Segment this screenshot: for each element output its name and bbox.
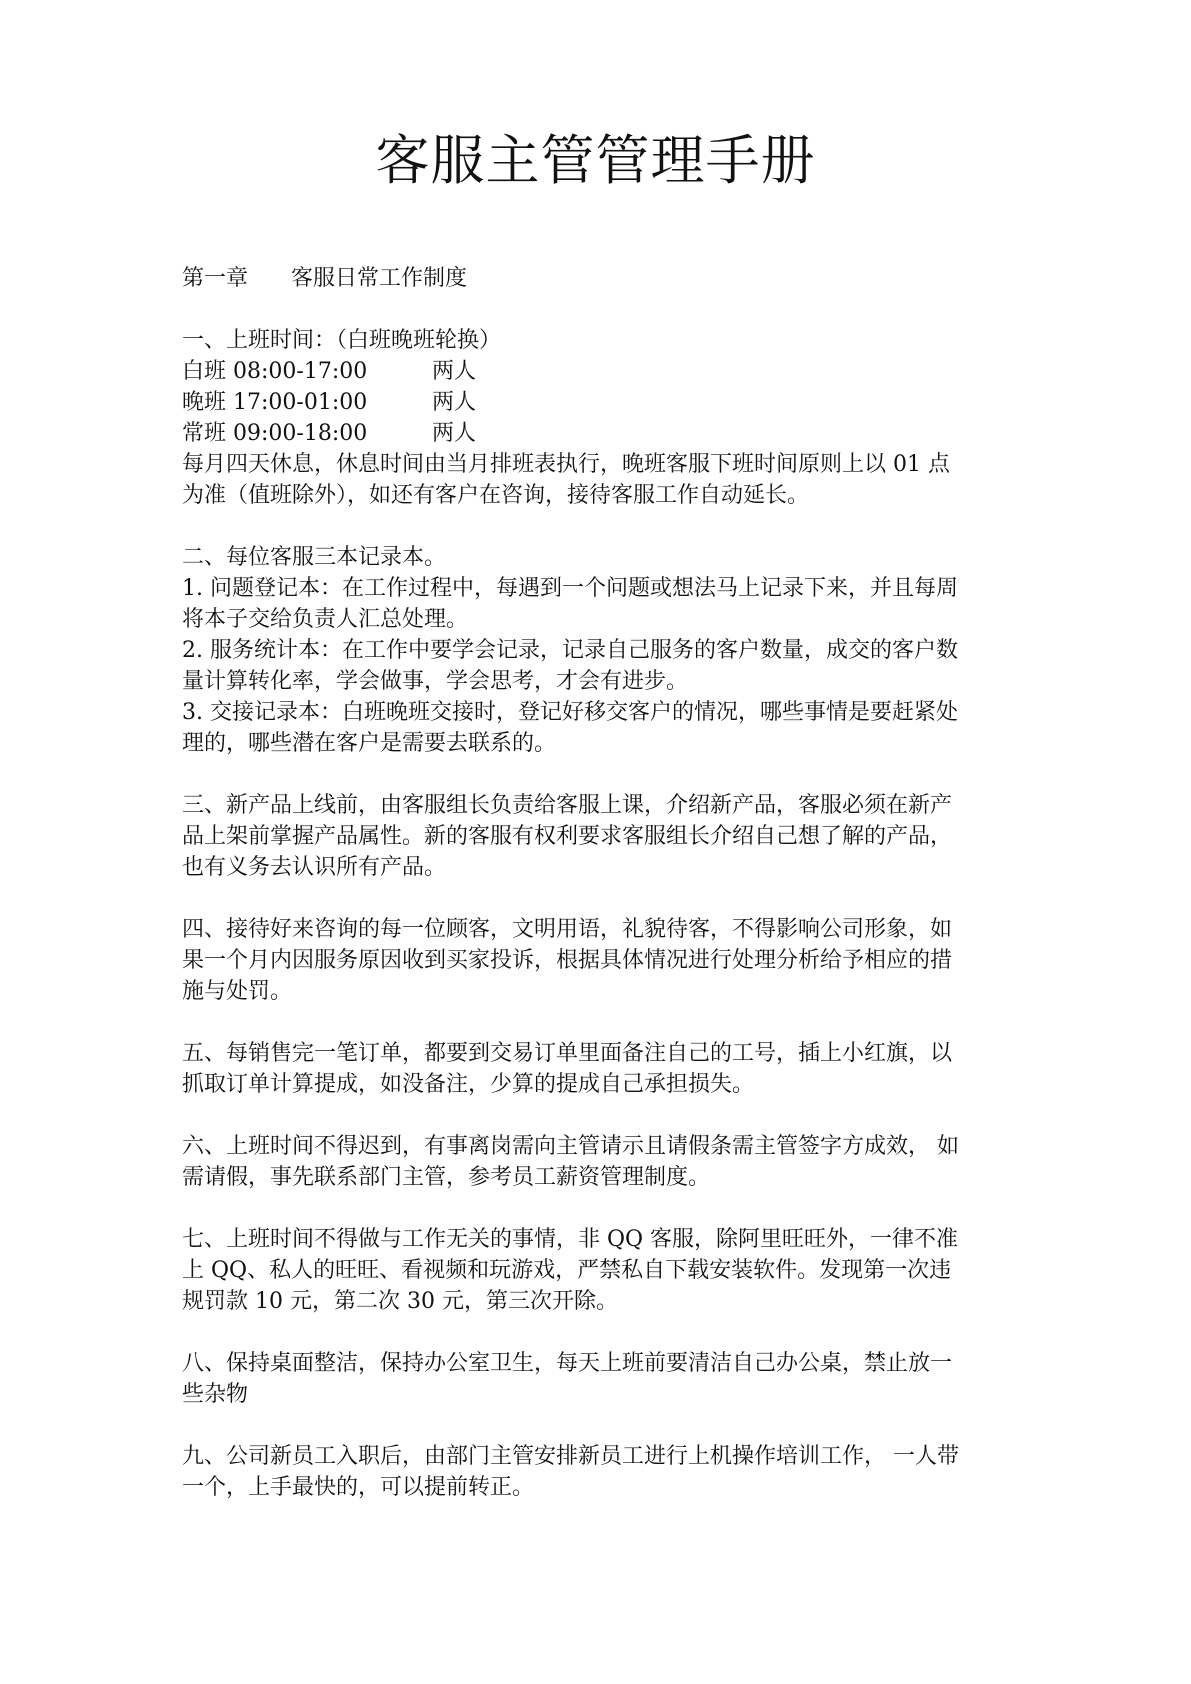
spacer: [182, 1317, 1022, 1348]
paragraph-line: 理的，哪些潜在客户是需要去联系的。: [182, 731, 557, 756]
spacer: [182, 883, 1022, 914]
paragraph-line: 七、上班时间不得做与工作无关的事情，非 QQ 客服，除阿里旺旺外，一律不准: [182, 1227, 959, 1252]
shift-row: [182, 356, 1022, 387]
spacer: [182, 294, 1022, 325]
paragraph-line: 九、公司新员工入职后，由部门主管安排新员工进行上机操作培训工作， 一人带: [182, 1444, 959, 1469]
spacer: [182, 1007, 1022, 1038]
paragraph-line: 果一个月内因服务原因收到买家投诉，根据具体情况进行处理分析给予相应的措: [182, 948, 953, 973]
shift-row: [182, 418, 1022, 449]
shift-time: 晚班 17:00-01:00: [182, 390, 368, 415]
shift-staff: 两人: [432, 359, 477, 384]
shift-time: 常班 09:00-18:00: [182, 421, 368, 446]
spacer: [182, 1193, 1022, 1224]
section-new-products: [182, 790, 1022, 883]
chapter-number: 第一章: [182, 266, 249, 291]
paragraph-line: 为准（值班除外），如还有客户在咨询，接待客服工作自动延长。: [182, 483, 810, 508]
section-work-conduct: [182, 1224, 1022, 1317]
paragraph-line: 3. 交接记录本：白班晚班交接时，登记好移交客户的情况，哪些事情是要赶紧处: [182, 700, 958, 725]
paragraph-line: 抓取订单计算提成，如没备注，少算的提成自己承担损失。: [182, 1072, 755, 1097]
paragraph-line: 每月四天休息，休息时间由当月排班表执行，晚班客服下班时间原则上以 01 点: [182, 452, 950, 477]
paragraph-line: 些杂物: [182, 1382, 249, 1407]
paragraph-line: 五、每销售完一笔订单，都要到交易订单里面备注自己的工号，插上小红旗，以: [182, 1041, 953, 1066]
section-customer-service: [182, 914, 1022, 1007]
spacer: [182, 759, 1022, 790]
section-record-books: [182, 542, 1022, 759]
paragraph-line: 施与处罚。: [182, 979, 293, 1004]
section-heading: 一、上班时间：（白班晚班轮换）: [182, 328, 502, 353]
paragraph-line: 品上架前掌握产品属性。新的客服有权利要求客服组长介绍自己想了解的产品，: [182, 824, 953, 849]
paragraph-line: 需请假，事先联系部门主管，参考员工薪资管理制度。: [182, 1165, 711, 1190]
paragraph-line: 六、上班时间不得迟到，有事离岗需向主管请示且请假条需主管签字方成效， 如: [182, 1134, 959, 1159]
section-heading: 二、每位客服三本记录本。: [182, 545, 447, 570]
paragraph-line: 规罚款 10 元，第二次 30 元，第三次开除。: [182, 1289, 618, 1314]
section-order-notes: [182, 1038, 1022, 1100]
section-work-hours: [182, 325, 1022, 511]
paragraph-line: 1. 问题登记本：在工作过程中，每遇到一个问题或想法马上记录下来，并且每周: [182, 576, 958, 601]
chapter-heading: [182, 263, 1022, 294]
paragraph-line: 三、新产品上线前，由客服组长负责给客服上课，介绍新产品，客服必须在新产: [182, 793, 953, 818]
spacer: [182, 1410, 1022, 1441]
paragraph-line: 也有义务去认识所有产品。: [182, 855, 447, 880]
shift-staff: 两人: [432, 421, 477, 446]
paragraph-line: 一个，上手最快的，可以提前转正。: [182, 1475, 535, 1500]
paragraph-line: 2. 服务统计本：在工作中要学会记录，记录自己服务的客户数量，成交的客户数: [182, 638, 958, 663]
paragraph-line: 八、保持桌面整洁，保持办公室卫生，每天上班前要清洁自己办公桌，禁止放一: [182, 1351, 953, 1376]
paragraph-line: 量计算转化率，学会做事，学会思考，才会有进步。: [182, 669, 689, 694]
document-body: [182, 263, 1022, 1503]
paragraph-line: 上 QQ、私人的旺旺、看视频和玩游戏，严禁私自下载安装软件。发现第一次违: [182, 1258, 952, 1283]
section-office-hygiene: [182, 1348, 1022, 1410]
paragraph-line: 将本子交给负责人汇总处理。: [182, 607, 469, 632]
document-title: 客服主管管理手册: [375, 129, 816, 192]
shift-staff: 两人: [432, 390, 477, 415]
shift-row: [182, 387, 1022, 418]
section-attendance: [182, 1131, 1022, 1193]
shift-time: 白班 08:00-17:00: [182, 359, 368, 384]
chapter-name: 客服日常工作制度: [291, 266, 468, 291]
spacer: [182, 511, 1022, 542]
spacer: [182, 1100, 1022, 1131]
section-new-employee-training: [182, 1441, 1022, 1503]
paragraph-line: 四、接待好来咨询的每一位顾客，文明用语，礼貌待客，不得影响公司形象，如: [182, 917, 953, 942]
